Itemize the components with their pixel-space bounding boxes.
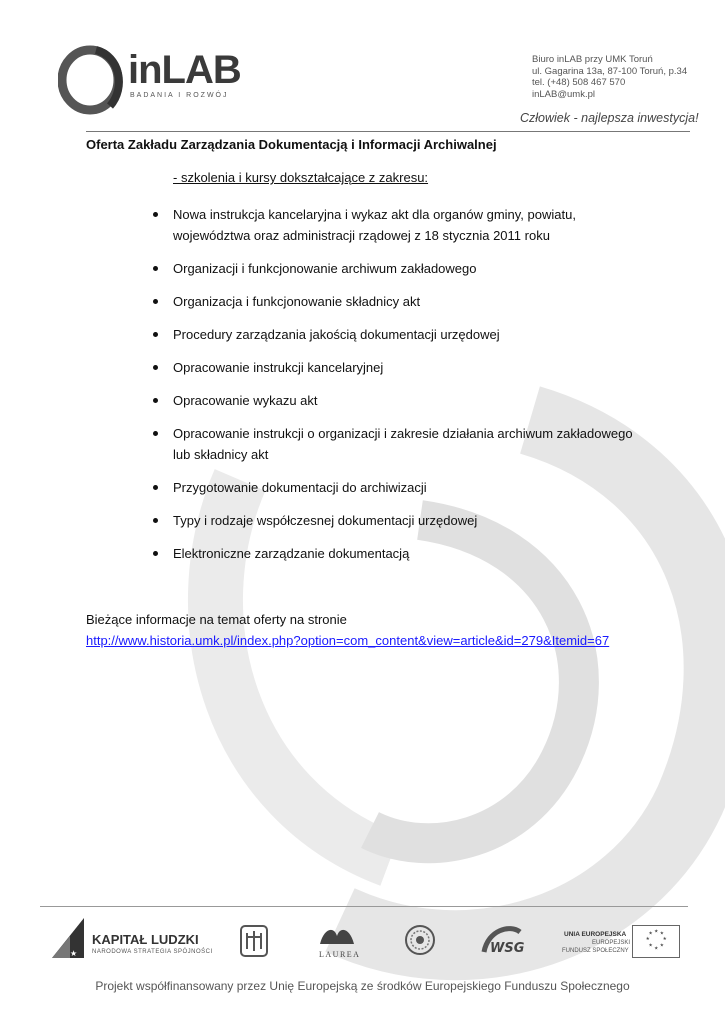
bullet-icon bbox=[153, 365, 158, 370]
offer-link[interactable]: http://www.historia.umk.pl/index.php?option=com_content&view=article&id=279&Itemid=67 bbox=[86, 633, 610, 648]
document-title: Oferta Zakładu Zarządzania Dokumentacją i Informacji Archiwalnej bbox=[86, 137, 497, 152]
eu-flag-icon bbox=[632, 925, 680, 958]
bullet-icon bbox=[153, 212, 158, 217]
bullet-icon bbox=[153, 266, 158, 271]
svg-text:★: ★ bbox=[645, 937, 650, 943]
list-item bbox=[150, 324, 650, 345]
info-text: Bieżące informacje na temat oferty na stronie bbox=[86, 612, 347, 627]
bullet-icon bbox=[153, 518, 158, 523]
eu-line2: EUROPEJSKI bbox=[592, 940, 631, 946]
list-item-text: Procedury zarządzania jakością dokumentacji urzędowej bbox=[173, 327, 500, 342]
list-item-text: Przygotowanie dokumentacji do archiwizacji bbox=[173, 480, 427, 495]
bullet-icon bbox=[153, 485, 158, 490]
office-address bbox=[532, 54, 687, 100]
laurea-label: LAUREA bbox=[319, 950, 361, 959]
svg-text:WSG: WSG bbox=[490, 941, 524, 956]
logo-subtitle: BADANIA I ROZWÓJ bbox=[130, 92, 229, 99]
bullet-icon bbox=[153, 299, 158, 304]
address-line: tel. (+48) 508 467 570 bbox=[532, 77, 626, 88]
university-seal-icon bbox=[404, 924, 436, 956]
kapital-ludzki-icon bbox=[50, 916, 86, 960]
list-item bbox=[150, 510, 650, 531]
eu-title: UNIA EUROPEJSKA bbox=[564, 931, 627, 938]
header-divider bbox=[86, 131, 690, 132]
bullet-icon bbox=[153, 431, 158, 436]
laurea-emblem-icon bbox=[318, 924, 356, 948]
list-item-text: Elektroniczne zarządzanie dokumentacją bbox=[173, 546, 410, 561]
list-item bbox=[150, 258, 650, 279]
logo-text: inLAB bbox=[128, 48, 241, 92]
svg-text:★: ★ bbox=[659, 943, 664, 949]
bullet-icon bbox=[153, 551, 158, 556]
footer-divider bbox=[40, 906, 688, 907]
list-item bbox=[150, 291, 650, 312]
slogan: Człowiek - najlepsza inwestycja! bbox=[520, 111, 699, 125]
svg-text:★: ★ bbox=[662, 937, 667, 943]
bullet-icon bbox=[153, 332, 158, 337]
list-item-text: Organizacji i funkcjonowanie archiwum zakładowego bbox=[173, 261, 477, 276]
address-email: inLAB@umk.pl bbox=[532, 88, 595, 100]
address-line: ul. Gagarina 13a, 87-100 Toruń, p.34 bbox=[532, 65, 688, 77]
wsg-logo-icon bbox=[480, 922, 524, 958]
document-subtitle: - szkolenia i kursy dokształcające z zakresu: bbox=[173, 170, 429, 185]
kapital-ludzki-subtitle: NARODOWA STRATEGIA SPÓJNOŚCI bbox=[92, 949, 213, 955]
list-item-text: Opracowanie instrukcji kancelaryjnej bbox=[173, 360, 384, 375]
ptp-emblem-icon bbox=[240, 925, 268, 957]
list-item-text: Opracowanie instrukcji o organizacji i zakresie działania archiwum zakładowego lub składnicy akt bbox=[173, 426, 633, 462]
kapital-ludzki-title: KAPITAŁ LUDZKI bbox=[92, 932, 199, 947]
svg-text:★: ★ bbox=[648, 931, 653, 937]
course-list bbox=[150, 204, 650, 576]
svg-text:★: ★ bbox=[659, 931, 664, 937]
list-item-text: Nowa instrukcja kancelaryjna i wykaz akt dla organów gminy, powiatu, województwa oraz administracji rządowej z 18 stycznia 2011 roku bbox=[173, 207, 576, 243]
list-item-text: Opracowanie wykazu akt bbox=[173, 393, 318, 408]
bullet-icon bbox=[153, 398, 158, 403]
list-item bbox=[150, 543, 650, 564]
list-item bbox=[150, 477, 650, 498]
list-item bbox=[150, 204, 650, 246]
list-item-text: Organizacja i funkcjonowanie składnicy akt bbox=[173, 294, 421, 309]
cofinancing-note: Projekt współfinansowany przez Unię Europejską ze środków Europejskiego Funduszu Społecznego bbox=[95, 979, 630, 993]
list-item bbox=[150, 423, 650, 465]
svg-text:★: ★ bbox=[654, 929, 659, 935]
address-line: Biuro inLAB przy UMK Toruń bbox=[532, 54, 653, 65]
list-item bbox=[150, 390, 650, 411]
svg-text:★: ★ bbox=[654, 946, 659, 952]
list-item-text: Typy i rodzaje współczesnej dokumentacji urzędowej bbox=[173, 513, 478, 528]
eu-line3: FUNDUSZ SPOŁECZNY bbox=[562, 948, 629, 954]
svg-text:★: ★ bbox=[70, 949, 78, 958]
svg-text:★: ★ bbox=[648, 943, 653, 949]
list-item bbox=[150, 357, 650, 378]
